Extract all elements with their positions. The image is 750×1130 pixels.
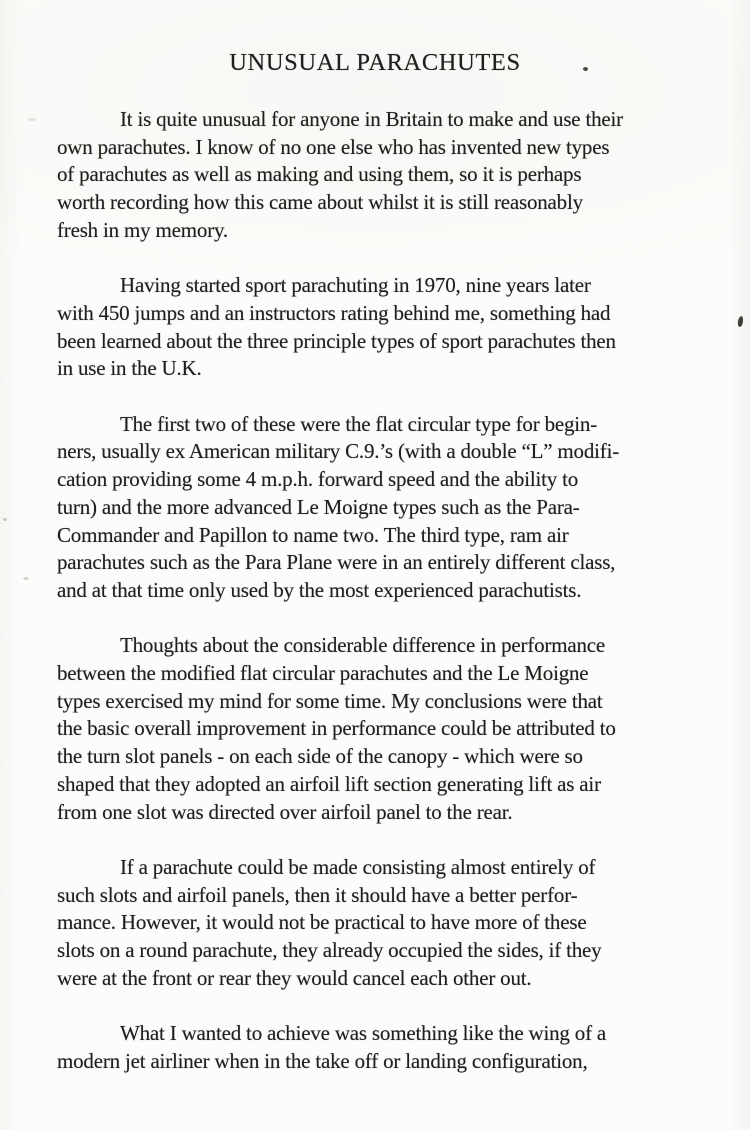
text-line: Thoughts about the considerable difference in performance bbox=[120, 633, 606, 658]
text-line: own parachutes. I know of no one else who has invented new types bbox=[57, 134, 610, 159]
page-title: UNUSUAL PARACHUTES bbox=[229, 49, 521, 76]
text-line: slots on a round parachute, they already occupied the sides, if they bbox=[57, 938, 602, 963]
scan-artifact-comma bbox=[737, 316, 744, 328]
paragraph bbox=[57, 632, 720, 826]
paragraph bbox=[57, 106, 720, 245]
text-line: and at that time only used by the most experienced parachutists. bbox=[57, 577, 582, 602]
text-line: of parachutes as well as making and using them, so it is perhaps bbox=[57, 162, 582, 187]
text-line: It is quite unusual for anyone in Britain to make and use their bbox=[120, 107, 623, 131]
text-line: shaped that they adopted an airfoil lift section generating lift as air bbox=[57, 771, 601, 796]
text-line: parachutes such as the Para Plane were in an entirely different class, bbox=[57, 550, 616, 575]
text-line: ners, usually ex American military C.9.’s (with a double “L” modifi- bbox=[57, 439, 620, 464]
text-line: in use in the U.K. bbox=[57, 356, 202, 381]
scan-artifact-speck bbox=[28, 118, 36, 121]
document-body bbox=[57, 106, 720, 1076]
text-line: worth recording how this came about whilst it is still reasonably bbox=[57, 190, 583, 215]
scan-artifact-speck bbox=[23, 577, 29, 580]
paragraph bbox=[57, 1020, 720, 1075]
text-line: fresh in my memory. bbox=[57, 217, 228, 242]
text-line: the basic overall improvement in performance could be attributed to bbox=[57, 716, 616, 741]
text-line: The first two of these were the flat circular type for begin- bbox=[120, 411, 598, 436]
scan-artifact-dot bbox=[583, 67, 588, 71]
text-line: between the modified flat circular parachutes and the Le Moigne bbox=[57, 661, 589, 686]
text-line: modern jet airliner when in the take off or landing configuration, bbox=[57, 1048, 588, 1073]
scan-artifact-speck bbox=[3, 518, 7, 521]
text-line: mance. However, it would not be practical to have more of these bbox=[57, 910, 587, 935]
text-line: Commander and Papillon to name two. The third type, ram air bbox=[57, 522, 569, 547]
text-line: were at the front or rear they would cancel each other out. bbox=[57, 965, 532, 990]
paragraphs-container bbox=[57, 106, 720, 1076]
text-line: been learned about the three principle types of sport parachutes then bbox=[57, 328, 616, 353]
text-line: with 450 jumps and an instructors rating behind me, something had bbox=[57, 300, 611, 325]
text-line: types exercised my mind for some time. My conclusions were that bbox=[57, 688, 603, 713]
paragraph bbox=[57, 272, 720, 383]
text-line: Having started sport parachuting in 1970, nine years later bbox=[120, 273, 591, 298]
paragraph bbox=[57, 411, 720, 605]
text-line: If a parachute could be made consisting almost entirely of bbox=[120, 854, 596, 879]
text-line: cation providing some 4 m.p.h. forward speed and the ability to bbox=[57, 467, 579, 492]
text-line: from one slot was directed over airfoil panel to the rear. bbox=[57, 799, 513, 824]
text-line: What I wanted to achieve was something like the wing of a bbox=[120, 1021, 607, 1046]
paragraph bbox=[57, 854, 720, 993]
text-line: turn) and the more advanced Le Moigne types such as the Para- bbox=[57, 494, 580, 519]
text-line: such slots and airfoil panels, then it should have a better perfor- bbox=[57, 882, 578, 907]
text-line: the turn slot panels - on each side of the canopy - which were so bbox=[57, 744, 583, 769]
